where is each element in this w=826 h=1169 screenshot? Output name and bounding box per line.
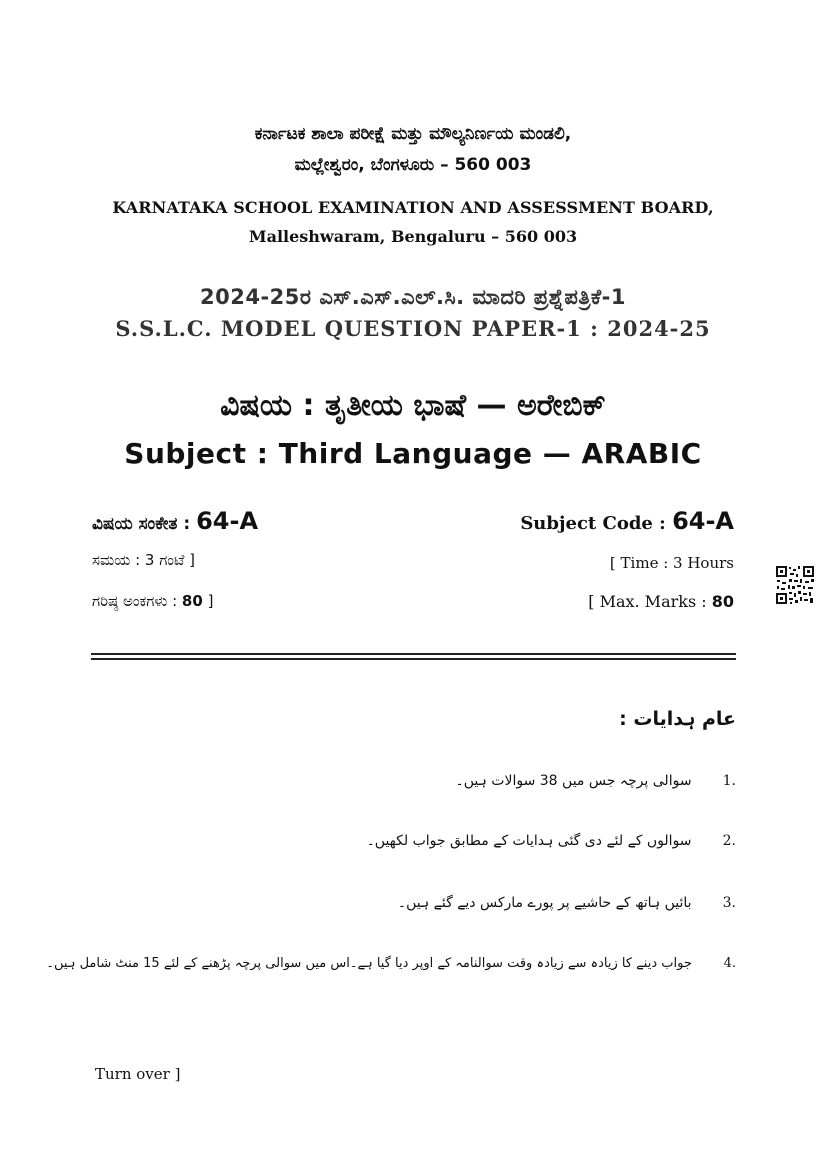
divider-top — [91, 653, 736, 655]
subject-code-english-value: 64-A — [672, 507, 734, 535]
max-marks-english-value: 80 — [711, 592, 734, 611]
board-address-english: Malleshwaram, Bengaluru – 560 003 — [248, 227, 578, 246]
board-address-kannada: ಮಲ್ಲೇಶ್ವರಂ, ಬೆಂಗಳೂರು – 560 003 — [294, 155, 532, 175]
instruction-number: 1. — [722, 773, 736, 789]
instruction-text: بائیں ہاتھ کے حاشیے پر پورے مارکس دیے گئے ہیں۔ — [397, 895, 692, 911]
instruction-text: جواب دینے کا زیادہ سے زیادہ وقت سوالنامہ کے اوپر دیا گیا ہے۔اس میں سوالی پرچہ پڑھنے کے لئے 15 منٹ شامل ہیں۔ — [46, 956, 692, 971]
instruction-item — [46, 956, 736, 971]
time-kannada: ಸಮಯ : 3 ಗಂಟೆ ] — [92, 551, 196, 569]
turn-over-note: Turn over ] — [95, 1065, 181, 1083]
max-marks-kannada-value: 80 — [181, 592, 203, 610]
subject-title-english: Subject : Third Language — ARABIC — [124, 437, 702, 470]
instruction-number: 3. — [722, 895, 736, 911]
instruction-item — [456, 773, 736, 789]
instruction-number: 2. — [722, 833, 736, 849]
instruction-text: سوالی پرچہ جس میں 38 سوالات ہیں۔ — [455, 773, 692, 789]
paper-title-kannada: 2024-25ರ ಎಸ್.ಎಸ್.ಎಲ್.ಸಿ. ಮಾದರಿ ಪ್ರಶ್ನೆಪತ್ರಿಕೆ-1 — [200, 285, 626, 309]
board-name-english: KARNATAKA SCHOOL EXAMINATION AND ASSESSMENT BOARD, — [112, 198, 714, 217]
subject-code-kannada-label: ವಿಷಯ ಸಂಕೇತ : — [92, 514, 191, 534]
instruction-text: سوالوں کے لئے دی گئی ہدایات کے مطابق جواب لکھیں۔ — [366, 833, 692, 849]
max-marks-kannada-label: ಗರಿಷ್ಠ ಅಂಕಗಳು : — [92, 592, 178, 610]
subject-code-english-label: Subject Code : — [520, 513, 666, 534]
max-marks-kannada-suffix: ] — [207, 592, 214, 610]
qr-code-icon — [775, 565, 815, 605]
subject-code-english — [520, 507, 734, 535]
max-marks-english — [588, 592, 734, 611]
subject-title-kannada: ವಿಷಯ : ತೃತೀಯ ಭಾಷೆ — ಅರೇಬಿಕ್ — [220, 388, 606, 423]
divider-bottom — [91, 658, 736, 660]
instruction-item — [398, 895, 736, 911]
board-name-kannada: ಕರ್ನಾಟಕ ಶಾಲಾ ಪರೀಕ್ಷೆ ಮತ್ತು ಮೌಲ್ಯನಿರ್ಣಯ ಮಂಡಲಿ, — [254, 124, 572, 144]
instruction-item — [367, 833, 736, 849]
instruction-number: 4. — [723, 956, 736, 971]
paper-title-english: S.S.L.C. MODEL QUESTION PAPER-1 : 2024-25 — [115, 316, 711, 341]
max-marks-english-label: [ Max. Marks : — [588, 592, 707, 611]
max-marks-kannada — [92, 592, 213, 610]
subject-code-kannada-value: 64-A — [196, 507, 259, 535]
time-english: [ Time : 3 Hours — [609, 554, 734, 572]
instructions-title: عام ہدایات : — [619, 708, 736, 730]
subject-code-kannada — [92, 507, 258, 535]
